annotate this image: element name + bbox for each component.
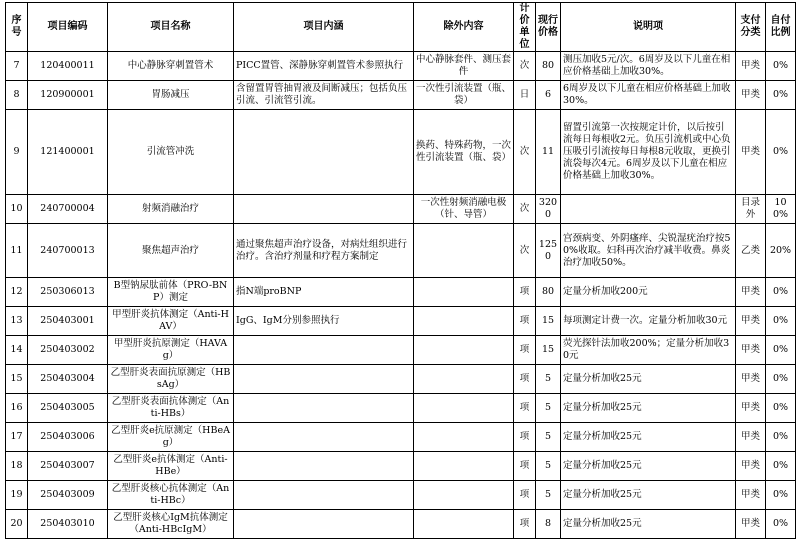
cell-no: 11 — [6, 224, 28, 278]
cell-excluded — [414, 394, 514, 423]
cell-price: 11 — [536, 110, 561, 195]
cell-unit: 项 — [514, 336, 536, 365]
cell-excluded — [414, 365, 514, 394]
cell-name: 中心静脉穿刺置管术 — [108, 52, 234, 81]
cell-unit: 项 — [514, 510, 536, 539]
cell-content: PICC置管、深静脉穿刺置管术参照执行 — [234, 52, 414, 81]
price-table — [5, 2, 796, 539]
cell-code: 250403009 — [28, 481, 108, 510]
cell-ratio: 0% — [766, 278, 796, 307]
cell-no: 19 — [6, 481, 28, 510]
cell-name: B型钠尿肽前体（PRO-BNP）测定 — [108, 278, 234, 307]
cell-unit: 项 — [514, 452, 536, 481]
header-name: 项目名称 — [108, 3, 234, 52]
cell-name: 乙型肝炎表面抗体测定（Anti-HBs） — [108, 394, 234, 423]
cell-price: 8 — [536, 510, 561, 539]
table-row — [6, 452, 796, 481]
cell-note: 定量分析加收25元 — [561, 423, 736, 452]
cell-pay: 乙类 — [736, 224, 766, 278]
cell-price: 15 — [536, 336, 561, 365]
cell-price: 6 — [536, 81, 561, 110]
cell-pay: 甲类 — [736, 52, 766, 81]
cell-pay: 甲类 — [736, 423, 766, 452]
cell-code: 240700013 — [28, 224, 108, 278]
cell-no: 18 — [6, 452, 28, 481]
cell-price: 5 — [536, 423, 561, 452]
cell-no: 14 — [6, 336, 28, 365]
cell-unit: 日 — [514, 81, 536, 110]
cell-code: 250403001 — [28, 307, 108, 336]
cell-ratio: 0% — [766, 394, 796, 423]
table-row — [6, 481, 796, 510]
header-note: 说明项 — [561, 3, 736, 52]
cell-unit: 次 — [514, 195, 536, 224]
cell-content — [234, 110, 414, 195]
cell-code: 250403005 — [28, 394, 108, 423]
cell-excluded — [414, 452, 514, 481]
cell-code: 250403004 — [28, 365, 108, 394]
cell-excluded: 换药、特殊药物，一次性引流装置（瓶、袋） — [414, 110, 514, 195]
cell-content — [234, 365, 414, 394]
cell-ratio: 0% — [766, 52, 796, 81]
cell-unit: 项 — [514, 481, 536, 510]
cell-note: 每项测定计费一次。定量分析加收30元 — [561, 307, 736, 336]
cell-code: 250403007 — [28, 452, 108, 481]
cell-name: 聚焦超声治疗 — [108, 224, 234, 278]
cell-name: 胃肠减压 — [108, 81, 234, 110]
cell-price: 5 — [536, 365, 561, 394]
cell-no: 7 — [6, 52, 28, 81]
cell-excluded — [414, 481, 514, 510]
cell-no: 13 — [6, 307, 28, 336]
cell-no: 15 — [6, 365, 28, 394]
cell-note: 定量分析加收25元 — [561, 481, 736, 510]
cell-price: 5 — [536, 394, 561, 423]
cell-price: 15 — [536, 307, 561, 336]
table-row — [6, 365, 796, 394]
cell-content — [234, 452, 414, 481]
cell-excluded — [414, 336, 514, 365]
cell-excluded — [414, 278, 514, 307]
cell-excluded — [414, 224, 514, 278]
cell-price: 1250 — [536, 224, 561, 278]
cell-ratio: 0% — [766, 423, 796, 452]
cell-unit: 次 — [514, 224, 536, 278]
cell-note: 定量分析加收25元 — [561, 365, 736, 394]
cell-name: 甲型肝炎抗原测定（HAVAg） — [108, 336, 234, 365]
cell-no: 10 — [6, 195, 28, 224]
table-row — [6, 195, 796, 224]
cell-pay: 甲类 — [736, 365, 766, 394]
table-row — [6, 336, 796, 365]
cell-ratio: 0% — [766, 452, 796, 481]
cell-name: 乙型肝炎e抗体测定（Anti-HBe） — [108, 452, 234, 481]
cell-ratio: 0% — [766, 365, 796, 394]
cell-note — [561, 195, 736, 224]
cell-ratio: 0% — [766, 307, 796, 336]
cell-name: 甲型肝炎抗体测定（Anti-HAV） — [108, 307, 234, 336]
cell-ratio: 0% — [766, 481, 796, 510]
header-no: 序号 — [6, 3, 28, 52]
cell-note: 定量分析加收25元 — [561, 452, 736, 481]
cell-pay: 甲类 — [736, 81, 766, 110]
cell-name: 乙型肝炎核心IgM抗体测定（Anti-HBcIgM） — [108, 510, 234, 539]
cell-pay: 甲类 — [736, 481, 766, 510]
cell-code: 120900001 — [28, 81, 108, 110]
cell-content — [234, 510, 414, 539]
table-row — [6, 307, 796, 336]
cell-content — [234, 423, 414, 452]
table-row — [6, 510, 796, 539]
header-unit: 计价单位 — [514, 3, 536, 52]
cell-content: IgG、IgM分别参照执行 — [234, 307, 414, 336]
table-row — [6, 224, 796, 278]
header-price: 现行价格 — [536, 3, 561, 52]
cell-unit: 次 — [514, 52, 536, 81]
cell-code: 240700004 — [28, 195, 108, 224]
cell-code: 250403002 — [28, 336, 108, 365]
cell-excluded — [414, 510, 514, 539]
cell-note: 测压加收5元/次。6周岁及以下儿童在相应价格基础上加收30%。 — [561, 52, 736, 81]
header-ratio: 自付比例 — [766, 3, 796, 52]
cell-code: 120400011 — [28, 52, 108, 81]
cell-code: 121400001 — [28, 110, 108, 195]
cell-pay: 目录外 — [736, 195, 766, 224]
cell-name: 引流管冲洗 — [108, 110, 234, 195]
header-pay: 支付分类 — [736, 3, 766, 52]
cell-name: 乙型肝炎表面抗原测定（HBsAg） — [108, 365, 234, 394]
cell-content — [234, 481, 414, 510]
cell-pay: 甲类 — [736, 510, 766, 539]
cell-code: 250403006 — [28, 423, 108, 452]
cell-price: 5 — [536, 481, 561, 510]
cell-no: 17 — [6, 423, 28, 452]
cell-excluded: 一次性射频消融电极（针、导管） — [414, 195, 514, 224]
cell-ratio: 20% — [766, 224, 796, 278]
header-code: 项目编码 — [28, 3, 108, 52]
cell-content: 指N端proBNP — [234, 278, 414, 307]
cell-name: 乙型肝炎核心抗体测定（Anti-HBc） — [108, 481, 234, 510]
cell-note: 宫颈病变、外阴瘙痒、尖锐湿疣治疗按50%收取。妇科再次治疗减半收费。鼻炎治疗加收50%。 — [561, 224, 736, 278]
cell-pay: 甲类 — [736, 110, 766, 195]
cell-unit: 项 — [514, 365, 536, 394]
cell-price: 5 — [536, 452, 561, 481]
cell-pay: 甲类 — [736, 307, 766, 336]
cell-excluded — [414, 423, 514, 452]
cell-pay: 甲类 — [736, 394, 766, 423]
cell-pay: 甲类 — [736, 278, 766, 307]
cell-unit: 次 — [514, 110, 536, 195]
cell-content: 通过聚焦超声治疗设备，对病灶组织进行治疗。含治疗剂量和疗程方案制定 — [234, 224, 414, 278]
cell-ratio: 0% — [766, 110, 796, 195]
cell-unit: 项 — [514, 394, 536, 423]
table-row — [6, 423, 796, 452]
cell-excluded: 一次性引流装置（瓶、袋） — [414, 81, 514, 110]
cell-note: 6周岁及以下儿童在相应价格基础上加收30%。 — [561, 81, 736, 110]
table-row — [6, 110, 796, 195]
cell-unit: 项 — [514, 278, 536, 307]
cell-price: 80 — [536, 52, 561, 81]
table-header-row — [6, 3, 796, 52]
cell-no: 20 — [6, 510, 28, 539]
cell-content: 含留置胃管抽胃液及间断减压；包括负压引流、引流管引流。 — [234, 81, 414, 110]
cell-code: 250306013 — [28, 278, 108, 307]
table-row — [6, 394, 796, 423]
cell-ratio: 0% — [766, 510, 796, 539]
header-excluded: 除外内容 — [414, 3, 514, 52]
cell-pay: 甲类 — [736, 452, 766, 481]
cell-name: 乙型肝炎e抗原测定（HBeAg） — [108, 423, 234, 452]
table-row — [6, 278, 796, 307]
cell-content — [234, 336, 414, 365]
cell-price: 80 — [536, 278, 561, 307]
header-content: 项目内涵 — [234, 3, 414, 52]
cell-note: 留置引流第一次按规定计价，以后按引流每日每根收2元。负压引流机或中心负压吸引引流按每日每根8元收取，更换引流袋每次4元。6周岁及以下儿童在相应价格基础上加收30%。 — [561, 110, 736, 195]
cell-note: 荧光探针法加收200%；定量分析加收30元 — [561, 336, 736, 365]
cell-excluded: 中心静脉套件、测压套件 — [414, 52, 514, 81]
cell-unit: 项 — [514, 423, 536, 452]
cell-note: 定量分析加收25元 — [561, 510, 736, 539]
cell-note: 定量分析加收200元 — [561, 278, 736, 307]
cell-code: 250403010 — [28, 510, 108, 539]
cell-no: 8 — [6, 81, 28, 110]
table-row — [6, 52, 796, 81]
cell-unit: 项 — [514, 307, 536, 336]
cell-no: 9 — [6, 110, 28, 195]
cell-content — [234, 195, 414, 224]
cell-price: 3200 — [536, 195, 561, 224]
cell-pay: 甲类 — [736, 336, 766, 365]
cell-ratio: 0% — [766, 336, 796, 365]
cell-excluded — [414, 307, 514, 336]
table-row — [6, 81, 796, 110]
cell-content — [234, 394, 414, 423]
cell-no: 12 — [6, 278, 28, 307]
cell-ratio: 100% — [766, 195, 796, 224]
cell-name: 射频消融治疗 — [108, 195, 234, 224]
cell-no: 16 — [6, 394, 28, 423]
cell-note: 定量分析加收25元 — [561, 394, 736, 423]
cell-ratio: 0% — [766, 81, 796, 110]
